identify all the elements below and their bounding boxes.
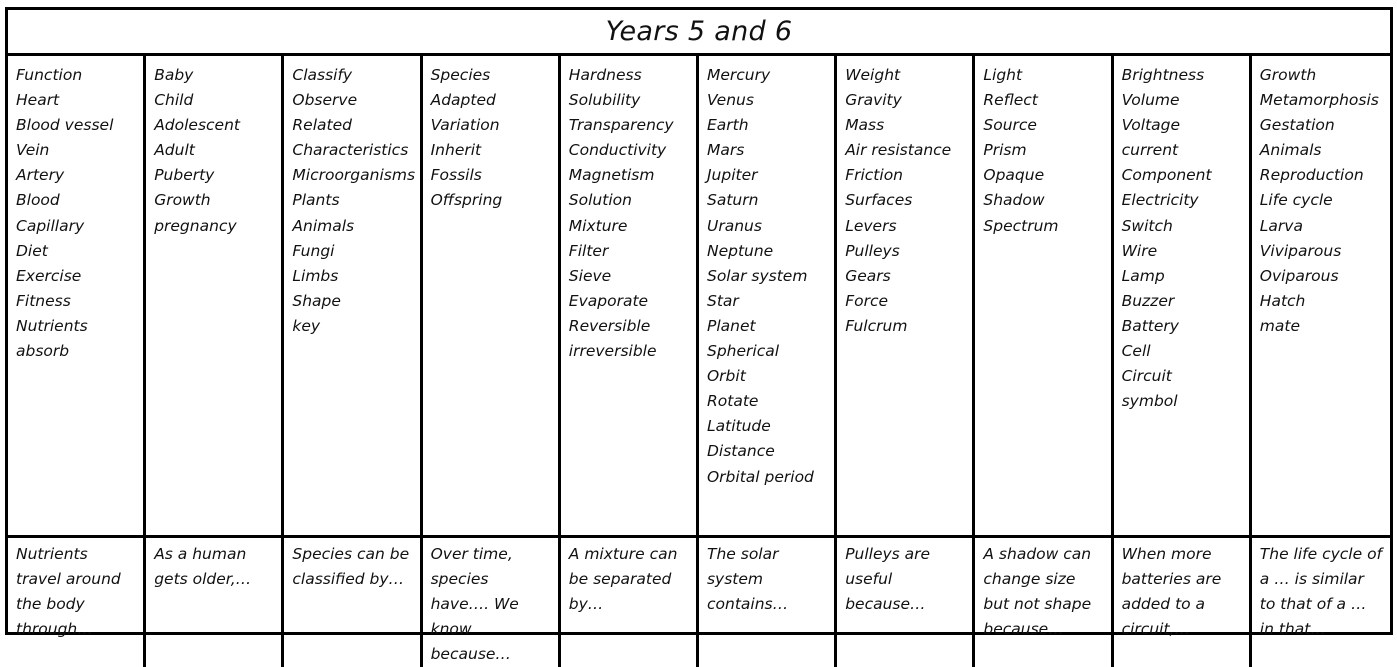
vocabulary-word: Brightness <box>1121 66 1205 84</box>
word-column-2 <box>146 56 284 535</box>
vocabulary-word: Mars <box>706 141 745 160</box>
vocabulary-word: Buzzer <box>1121 291 1175 310</box>
vocabulary-word: Gravity <box>845 91 902 110</box>
vocabulary-word: Diet <box>16 241 48 260</box>
word-column-4 <box>423 56 561 535</box>
word-column-5 <box>561 56 699 535</box>
vocabulary-word: Venus <box>706 91 754 110</box>
vocabulary-word: Capillary <box>16 216 85 235</box>
sentence-starter: Pulleys are useful because… <box>845 545 931 613</box>
vocabulary-word: Pulleys <box>845 241 900 260</box>
vocabulary-word: Voltage <box>1121 116 1181 135</box>
vocabulary-word: Related <box>292 116 352 135</box>
vocabulary-word: Reflect <box>983 91 1038 110</box>
vocabulary-word: Characteristics <box>292 141 409 160</box>
vocabulary-word: mate <box>1259 316 1301 335</box>
vocabulary-word: Magnetism <box>568 166 655 185</box>
vocabulary-word: Filter <box>568 241 609 260</box>
vocabulary-word: Conductivity <box>568 141 667 160</box>
vocabulary-word: Neptune <box>706 241 774 260</box>
vocabulary-word: Child <box>154 91 194 110</box>
vocabulary-word: Latitude <box>706 417 771 436</box>
vocabulary-word: Viviparous <box>1259 241 1342 260</box>
vocabulary-word: Electricity <box>1121 191 1199 210</box>
table-title: Years 5 and 6 <box>8 10 1390 56</box>
vocabulary-word: Limbs <box>292 266 339 285</box>
prompt-column-4 <box>423 538 561 667</box>
vocabulary-word: Surfaces <box>845 191 913 210</box>
vocabulary-word: Classify <box>292 66 353 84</box>
vocabulary-word: Air resistance <box>845 141 952 160</box>
vocabulary-word: Wire <box>1121 241 1158 260</box>
vocabulary-word: Lamp <box>1121 266 1165 285</box>
vocabulary-word: Transparency <box>568 116 674 135</box>
vocabulary-word: Function <box>16 66 83 84</box>
vocabulary-word: Evaporate <box>568 291 649 310</box>
prompt-column-8 <box>975 538 1113 667</box>
vocabulary-word: Artery <box>16 166 65 185</box>
vocabulary-word: Observe <box>292 91 358 110</box>
vocabulary-word: Fossils <box>430 166 482 185</box>
vocabulary-word: Weight <box>845 66 901 84</box>
prompt-column-3 <box>284 538 422 667</box>
vocabulary-word: Force <box>845 291 889 310</box>
vocabulary-word: Source <box>983 116 1037 135</box>
prompt-column-10 <box>1252 538 1390 667</box>
word-column-3 <box>284 56 422 535</box>
vocabulary-word: Microorganisms <box>292 166 416 185</box>
prompt-column-6 <box>699 538 837 667</box>
vocabulary-word: Friction <box>845 166 903 185</box>
vocabulary-table <box>5 7 1393 663</box>
vocabulary-word: Mercury <box>706 66 771 84</box>
word-column-9 <box>1114 56 1252 535</box>
vocabulary-word: Adult <box>154 141 195 160</box>
vocabulary-word: Switch <box>1121 216 1173 235</box>
vocabulary-word: Growth <box>1259 66 1317 84</box>
vocabulary-word: Heart <box>16 91 60 110</box>
vocabulary-word: Species <box>430 66 491 84</box>
sentence-starter: A shadow can change size but not shape because… <box>983 545 1092 638</box>
word-column-7 <box>837 56 975 535</box>
word-column-1 <box>8 56 146 535</box>
vocabulary-word: Blood <box>16 191 60 210</box>
vocabulary-word: Fungi <box>292 241 335 260</box>
vocabulary-word: Variation <box>430 116 500 135</box>
vocabulary-word: Larva <box>1259 216 1303 235</box>
vocabulary-word: Adolescent <box>154 116 240 135</box>
vocabulary-word: Planet <box>706 316 756 335</box>
vocabulary-word: Uranus <box>706 216 762 235</box>
vocabulary-word: Offspring <box>430 191 503 210</box>
vocabulary-word: Fulcrum <box>845 316 908 335</box>
vocabulary-word: Hatch <box>1259 291 1306 310</box>
sentence-starters-row <box>8 538 1390 663</box>
vocabulary-word: Solubility <box>568 91 641 110</box>
vocabulary-word: Vein <box>16 141 50 160</box>
sentence-starter: Species can be classified by… <box>292 545 410 588</box>
vocabulary-word: Hardness <box>568 66 642 84</box>
sentence-starter: As a human gets older,… <box>154 545 252 588</box>
vocabulary-word: Puberty <box>154 166 215 185</box>
vocabulary-word: Gears <box>845 266 891 285</box>
vocabulary-word: Growth <box>154 191 211 210</box>
sentence-starter: The solar system contains… <box>706 545 789 613</box>
vocabulary-word: pregnancy <box>154 216 237 235</box>
vocabulary-word: Fitness <box>16 291 71 310</box>
vocabulary-word: Reproduction <box>1259 166 1364 185</box>
vocabulary-word: Rotate <box>706 392 759 411</box>
vocabulary-word: Saturn <box>706 191 759 210</box>
sentence-starter: The life cycle of a … is similar to that of a … in that… <box>1259 545 1383 638</box>
vocabulary-word: Circuit <box>1121 367 1172 386</box>
vocabulary-words-row <box>8 56 1390 538</box>
prompt-column-1 <box>8 538 146 667</box>
sentence-starter: When more batteries are added to a circuit,… <box>1121 545 1222 638</box>
vocabulary-word: Spherical <box>706 342 780 361</box>
prompt-column-7 <box>837 538 975 667</box>
sentence-starter: Over time, species have…. We know because… <box>430 545 519 663</box>
vocabulary-word: Orbit <box>706 367 746 386</box>
word-column-6 <box>699 56 837 535</box>
vocabulary-word: Nutrients <box>16 316 88 335</box>
vocabulary-word: Light <box>983 66 1023 84</box>
prompt-column-9 <box>1114 538 1252 667</box>
vocabulary-word: current <box>1121 141 1179 160</box>
vocabulary-word: Opaque <box>983 166 1045 185</box>
vocabulary-word: Component <box>1121 166 1212 185</box>
vocabulary-word: Life cycle <box>1259 191 1333 210</box>
vocabulary-word: Jupiter <box>706 166 758 185</box>
sentence-starter: A mixture can be separated by… <box>568 545 678 613</box>
vocabulary-word: absorb <box>16 342 70 361</box>
vocabulary-word: Volume <box>1121 91 1180 110</box>
sentence-starter: Nutrients travel around the body through… <box>16 545 121 638</box>
vocabulary-word: Sieve <box>568 266 612 285</box>
word-column-8 <box>975 56 1113 535</box>
vocabulary-word: symbol <box>1121 392 1178 411</box>
vocabulary-word: Reversible <box>568 316 651 335</box>
vocabulary-word: Gestation <box>1259 116 1335 135</box>
vocabulary-word: Inherit <box>430 141 482 160</box>
vocabulary-word: Solar system <box>706 266 808 285</box>
vocabulary-word: Oviparous <box>1259 266 1339 285</box>
vocabulary-word: Plants <box>292 191 340 210</box>
vocabulary-word: Mass <box>845 116 885 135</box>
vocabulary-word: Levers <box>845 216 897 235</box>
vocabulary-word: Earth <box>706 116 749 135</box>
vocabulary-word: Adapted <box>430 91 496 110</box>
vocabulary-word: key <box>292 316 321 335</box>
vocabulary-word: Blood vessel <box>16 116 114 135</box>
prompt-column-5 <box>561 538 699 667</box>
vocabulary-word: Star <box>706 291 739 310</box>
vocabulary-word: Mixture <box>568 216 628 235</box>
vocabulary-word: Shape <box>292 291 341 310</box>
vocabulary-word: Battery <box>1121 316 1179 335</box>
vocabulary-word: Baby <box>154 66 194 84</box>
vocabulary-word: Animals <box>1259 141 1322 160</box>
prompt-column-2 <box>146 538 284 667</box>
vocabulary-word: Shadow <box>983 191 1045 210</box>
vocabulary-word: Distance <box>706 442 775 461</box>
vocabulary-word: Metamorphosis <box>1259 91 1379 110</box>
word-column-10 <box>1252 56 1390 535</box>
vocabulary-word: Cell <box>1121 342 1151 361</box>
vocabulary-word: Spectrum <box>983 216 1059 235</box>
vocabulary-word: Orbital period <box>706 467 814 486</box>
vocabulary-word: Exercise <box>16 266 82 285</box>
vocabulary-word: Solution <box>568 191 632 210</box>
vocabulary-word: irreversible <box>568 342 657 361</box>
vocabulary-word: Animals <box>292 216 355 235</box>
vocabulary-word: Prism <box>983 141 1027 160</box>
